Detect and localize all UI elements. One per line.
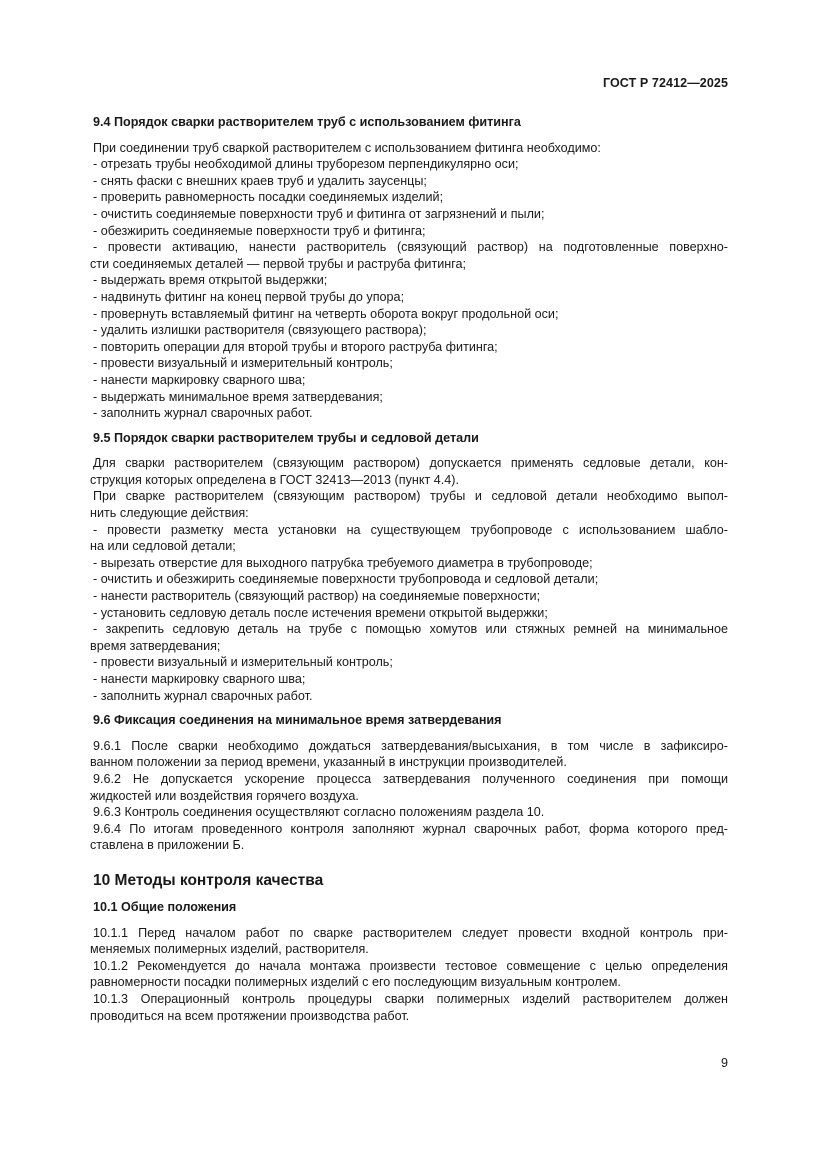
list-item-continuation: время затвердевания; (90, 638, 221, 653)
list-item: - отрезать трубы необходимой длины труборезом перпендикулярно оси; (93, 157, 519, 172)
list-item: - нанести маркировку сварного шва; (93, 672, 306, 686)
list-item: - повторить операции для второй трубы и второго раструба фитинга; (93, 339, 498, 354)
list-item-continuation: на или седловой детали; (90, 539, 236, 554)
paragraph-line: ставлена в приложении Б. (90, 838, 245, 853)
section-10-title: 10 Методы контроля качества (93, 871, 324, 889)
section-9-4-title: 9.4 Порядок сварки растворителем труб с использованием фитинга (93, 115, 521, 129)
list-item: - проверить равномерность посадки соединяемых изделий; (93, 190, 444, 205)
list-item: - провести активацию, нанести растворитель (связующий раствор) на подготовленные поверхно- (93, 240, 728, 255)
document-header: ГОСТ Р 72412—2025 (602, 76, 728, 90)
list-item: - провести визуальный и измерительный контроль; (93, 356, 393, 371)
paragraph-line: Для сварки растворителем (связующим раствором) допускается применять седловые детали, кон- (93, 456, 728, 471)
paragraph-line: 10.1.3 Операционный контроль процедуры сварки полимерных изделий растворителем должен (93, 991, 728, 1006)
list-item: - закрепить седловую деталь на трубе с помощью хомутов или стяжных ремней на минимальное (93, 622, 728, 637)
list-item: - выдержать время открытой выдержки; (93, 273, 328, 288)
list-item: - надвинуть фитинг на конец первой трубы до упора; (93, 289, 405, 304)
paragraph-line: проводиться на всем протяжении производства работ. (90, 1008, 410, 1023)
page-number: 9 (720, 1056, 728, 1070)
list-item: - очистить и обезжирить соединяемые поверхности трубопровода и седловой детали; (93, 572, 599, 587)
section-9-4-intro: При соединении труб сваркой растворителем с использованием фитинга необходимо: (93, 140, 601, 155)
paragraph-line: струкция которых определена в ГОСТ 32413—2013 (пункт 4.4). (90, 472, 459, 487)
paragraph-line: 10.1.2 Рекомендуется до начала монтажа произвести тестовое совмещение с целью определения (93, 958, 728, 973)
list-item: - установить седловую деталь после истечения времени открытой выдержки; (93, 605, 548, 620)
paragraph-line: 9.6.3 Контроль соединения осуществляют согласно положениям раздела 10. (93, 805, 545, 820)
list-item: - нанести маркировку сварного шва; (93, 372, 306, 387)
list-item: - обезжирить соединяемые поверхности труб и фитинга; (93, 223, 426, 238)
paragraph-line: меняемых полимерных изделий, растворителя. (90, 942, 369, 957)
list-item: - провести визуальный и измерительный контроль; (93, 655, 393, 670)
section-9-5-title: 9.5 Порядок сварки растворителем трубы и седловой детали (93, 430, 479, 445)
section-9-6-title: 9.6 Фиксация соединения на минимальное время затвердевания (93, 713, 502, 728)
list-item: - нанести растворитель (связующий раствор) на соединяемые поверхности; (93, 589, 541, 604)
list-item-continuation: сти соединяемых деталей — первой трубы и раструба фитинга; (90, 256, 467, 271)
paragraph-line: 9.6.1 После сварки необходимо дождаться затвердевания/высыхания, в том числе в зафиксиро- (93, 738, 728, 753)
page-content (90, 114, 728, 1024)
list-item: - провернуть вставляемый фитинг на четверть оборота вокруг продольной оси; (93, 306, 559, 321)
list-item: - провести разметку места установки на существующем трубопроводе с использованием шабло- (93, 522, 728, 537)
paragraph-line: ванном положении за период времени, указанный в инструкции производителей. (90, 755, 567, 770)
list-item: - вырезать отверстие для выходного патрубка требуемого диаметра в трубопроводе; (93, 555, 593, 570)
list-item: - снять фаски с внешних краев труб и удалить заусенцы; (93, 173, 427, 188)
paragraph-line: 9.6.2 Не допускается ускорение процесса затвердевания полученного соединения при помощи (93, 771, 728, 786)
paragraph-line: нить следующие действия: (90, 506, 249, 521)
list-item: - удалить излишки растворителя (связующего раствора); (93, 323, 427, 338)
section-10-1-title: 10.1 Общие положения (93, 899, 237, 914)
list-item: - заполнить журнал сварочных работ. (93, 688, 313, 703)
list-item: - заполнить журнал сварочных работ. (93, 406, 313, 421)
list-item: - выдержать минимальное время затвердевания; (93, 389, 383, 404)
paragraph-line: равномерности посадки полимерных изделий с его последующим визуальным контролем. (90, 975, 621, 990)
paragraph-line: 9.6.4 По итогам проведенного контроля заполняют журнал сварочных работ, форма которого пред- (93, 821, 728, 836)
paragraph-line: При сварке растворителем (связующим раствором) трубы и седловой детали необходимо выпол- (93, 489, 728, 504)
paragraph-line: жидкостей или воздействия горячего воздуха. (90, 788, 359, 803)
paragraph-line: 10.1.1 Перед началом работ по сварке растворителем следует провести входной контроль при- (93, 925, 728, 940)
list-item: - очистить соединяемые поверхности труб и фитинга от загрязнений и пыли; (93, 206, 545, 221)
